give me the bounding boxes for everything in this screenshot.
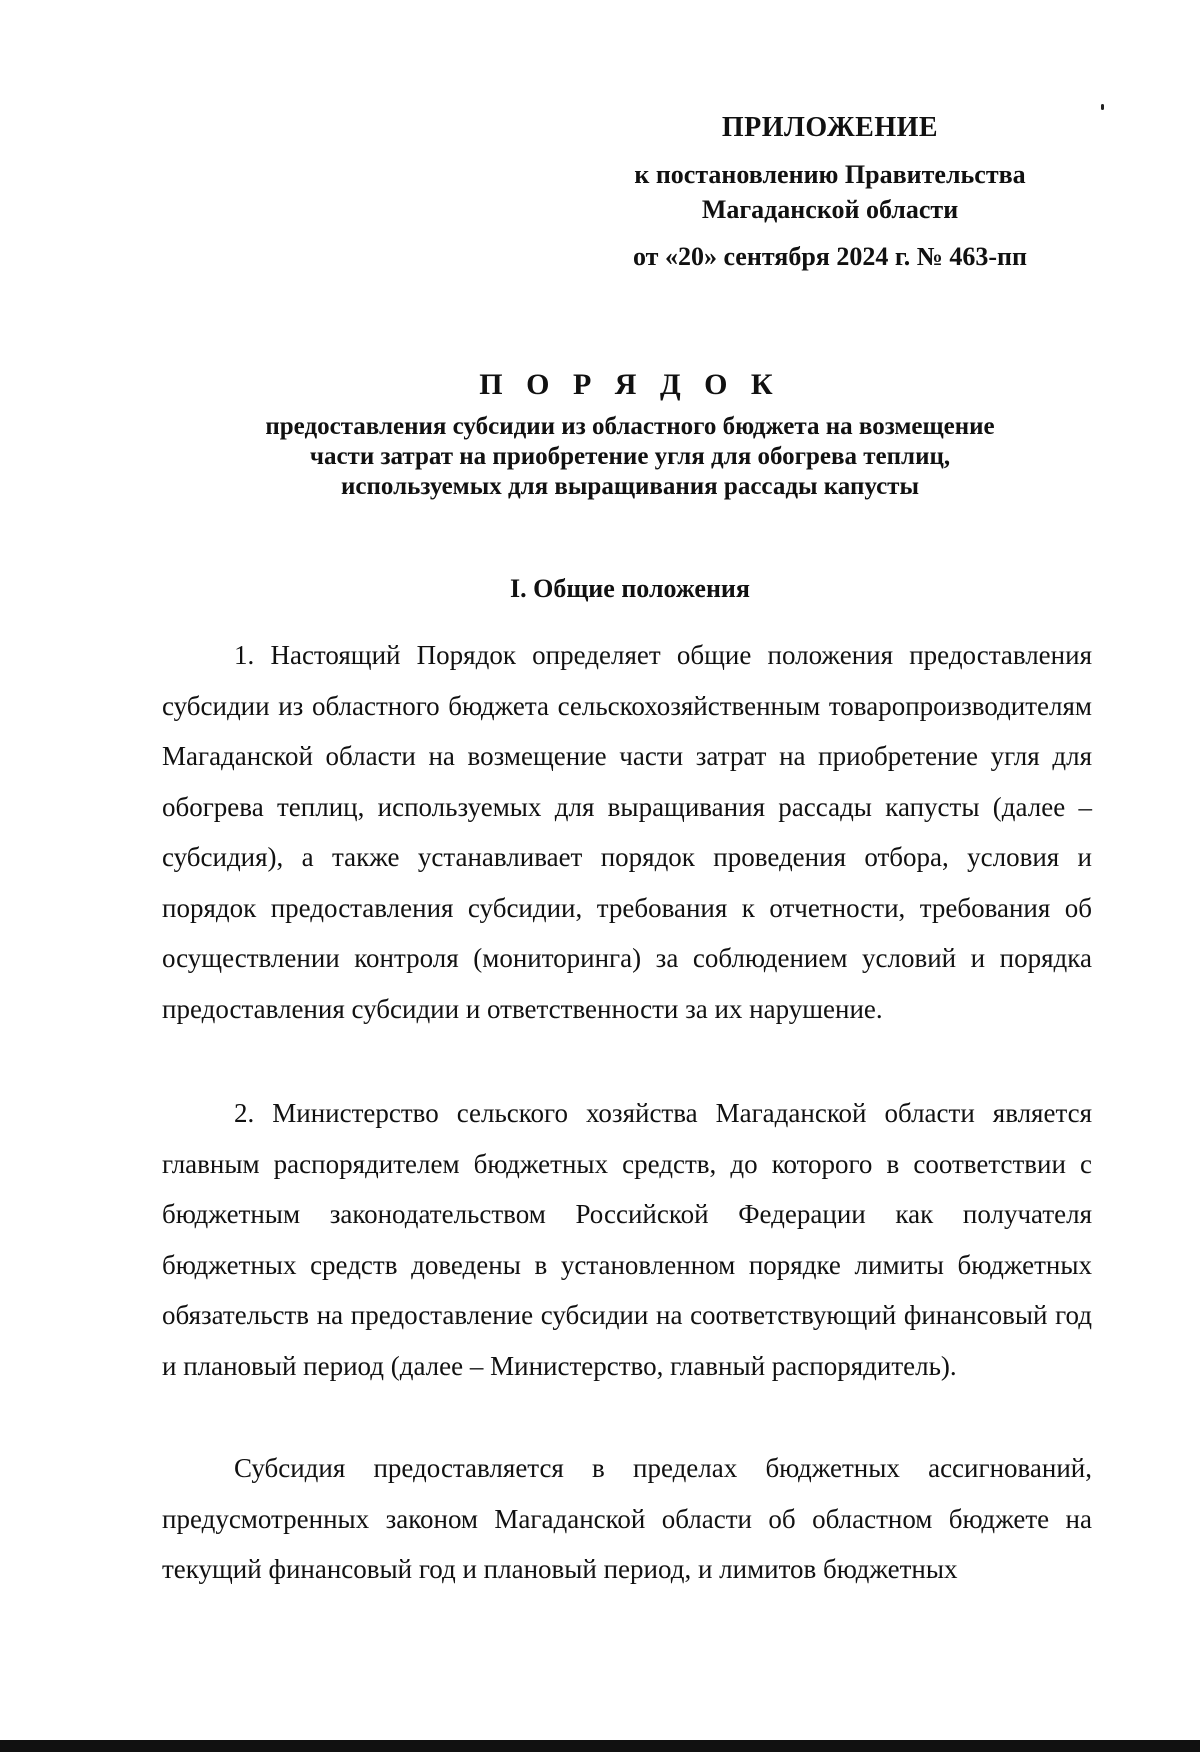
paragraph-2-block <box>162 1088 1092 1391</box>
paragraph-1: 1. Настоящий Порядок определяет общие положения предоставления субсидии из областного бюджета сельскохозяйственным товаропроизводителям Магаданской области на возмещение части затрат на приобретение угля для обогрева теплиц, используемых для выращивания рассады капусты (далее – субсидия), а также устанавливает порядок проведения отбора, условия и порядок предоставления субсидии, требования к отчетности, требования об осуществлении контроля (мониторинга) за соблюдением условий и порядка предоставления субсидии и ответственности за их нарушение. <box>162 640 1092 1024</box>
appendix-title: ПРИЛОЖЕНИЕ <box>721 112 939 143</box>
order-subtitle-line-2: части затрат на приобретение угля для обогрева теплиц, <box>309 443 951 470</box>
paragraph-1-block <box>162 630 1092 1034</box>
section-heading: I. Общие положения <box>510 574 750 603</box>
scan-speck <box>1101 104 1104 110</box>
scan-bottom-border <box>0 1740 1200 1752</box>
order-title: П О Р Я Д О К <box>479 368 781 401</box>
paragraph-2: 2. Министерство сельского хозяйства Магаданской области является главным распорядителем бюджетных средств, до которого в соответствии с бюджетным законодательством Российской Федерации как получателя бюджетных средств доведены в установленном порядке лимиты бюджетных обязательств на предоставление субсидии на соответствующий финансовый год и плановый период (далее – Министерство, главный распорядитель). <box>162 1098 1092 1381</box>
order-subtitle-line-1: предоставления субсидии из областного бюджета на возмещение <box>265 413 995 440</box>
appendix-line-1: к постановлению Правительства <box>634 160 1026 189</box>
paragraph-3: Субсидия предоставляется в пределах бюджетных ассигнований, предусмотренных законом Магаданской области об областном бюджете на текущий финансовый год и плановый период, и лимитов бюджетных <box>162 1453 1092 1584</box>
appendix-header <box>560 110 1100 274</box>
order-subtitle <box>160 412 1100 502</box>
paragraph-3-block <box>162 1443 1092 1595</box>
order-subtitle-line-3: используемых для выращивания рассады капусты <box>341 473 919 500</box>
appendix-date: от «20» сентября 2024 г. № 463-пп <box>633 242 1027 271</box>
appendix-line-2: Магаданской области <box>701 195 959 224</box>
